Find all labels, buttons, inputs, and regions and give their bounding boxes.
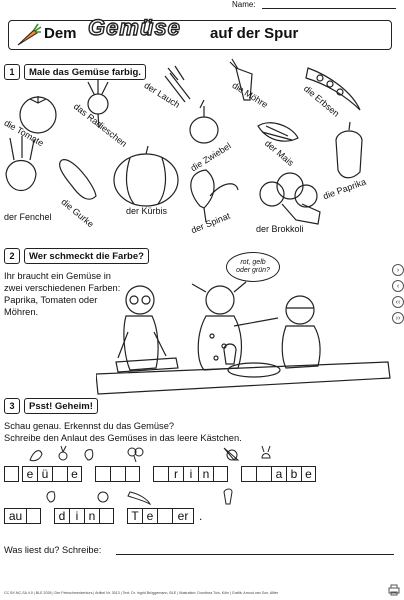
- label-spinat: der Spinat: [189, 210, 232, 236]
- blank-box[interactable]: [52, 466, 67, 482]
- carrot-logo-icon: [14, 22, 42, 48]
- pepper-hint-icon: [224, 489, 232, 504]
- spinach-icon: [191, 170, 238, 222]
- letter-box: au: [4, 508, 26, 524]
- hint-icons-row1: [0, 444, 404, 464]
- broccoli-icon: [260, 173, 320, 224]
- section3-number: 3: [4, 398, 20, 414]
- letter-box: ü: [37, 466, 52, 482]
- next-page-button[interactable]: ›: [392, 264, 404, 276]
- answer-prompt: Was liest du? Schreibe:: [4, 545, 102, 555]
- letter-box: r: [168, 466, 183, 482]
- fennel-icon: [6, 136, 36, 191]
- letter-box: e: [142, 508, 157, 524]
- section3-instruction: Psst! Geheim!: [24, 398, 98, 414]
- corn-icon: [258, 123, 298, 141]
- print-icon[interactable]: [388, 584, 400, 596]
- label-zwiebel: die Zwiebel: [188, 140, 233, 174]
- cucumber-icon: [60, 160, 96, 200]
- label-tomate: die Tomate: [2, 117, 46, 149]
- label-mais: der Mais: [262, 138, 296, 168]
- label-gurke: die Gurke: [59, 196, 96, 230]
- name-label: Name:: [232, 0, 256, 9]
- pepper-icon: [336, 122, 362, 178]
- blank-box[interactable]: [125, 466, 140, 482]
- spinach-hint-icon: [47, 492, 55, 502]
- letter-box: n: [84, 508, 99, 524]
- peas-hint-icon: [128, 492, 150, 504]
- letter-row-1: [4, 466, 316, 482]
- blank-box[interactable]: [157, 508, 172, 524]
- title-right: auf der Spur: [210, 25, 299, 42]
- pumpkin-icon: [114, 146, 178, 206]
- blank-box[interactable]: [153, 466, 168, 482]
- letter-box: er: [172, 508, 194, 524]
- corn-hint-icon: [30, 451, 42, 461]
- first-page-button[interactable]: ‹‹: [392, 296, 404, 308]
- blank-box[interactable]: [256, 466, 271, 482]
- letter-box: e: [67, 466, 82, 482]
- answer-line[interactable]: [116, 554, 394, 555]
- title-gemuese: Gemüse: [88, 15, 181, 40]
- letter-box: a: [271, 466, 286, 482]
- blank-box[interactable]: [95, 466, 110, 482]
- label-lauch: der Lauch: [142, 80, 182, 110]
- letter-box: n: [198, 466, 213, 482]
- blank-box[interactable]: [110, 466, 125, 482]
- hint-icons-row2: [0, 486, 404, 506]
- letter-box: e: [301, 466, 316, 482]
- label-erbsen: die Erbsen: [301, 83, 342, 119]
- blank-box[interactable]: [4, 466, 19, 482]
- section2-number: 2: [4, 248, 20, 264]
- speech-bubble: rot, gelb oder grün?: [226, 252, 280, 282]
- letter-box: i: [183, 466, 198, 482]
- vegetable-illustrations: [0, 56, 404, 246]
- section3-text: Schau genau. Erkennst du das Gemüse? Schreibe den Anlaut des Gemüses in das leere Kästchen.: [4, 421, 242, 443]
- label-kuerbis: der Kürbis: [126, 206, 168, 216]
- prev-page-button[interactable]: ‹: [392, 280, 404, 292]
- label-brokkoli: der Brokkoli: [256, 224, 304, 234]
- blank-box[interactable]: [241, 466, 256, 482]
- fennel-hint-icon: [262, 446, 270, 458]
- sentence-end-dot: .: [199, 509, 203, 523]
- label-fenchel: der Fenchel: [4, 212, 52, 222]
- section2-instruction: Wer schmeckt die Farbe?: [24, 248, 149, 264]
- letter-box: e: [22, 466, 37, 482]
- footer-credits: CC BY-NC-SA 4.0 | BLE 2026 | Der Feinschmeckerkurs | Artikel Nr. 3013 | Text: Dr. Ingrid Brüggemann, BLE | Illustration: Dorothea Tuis, Köln | Grafik: Arnout van Son, Alfter: [4, 591, 279, 595]
- tomato-hint-icon: [98, 492, 108, 502]
- spinach-hint-icon: [85, 450, 93, 460]
- blank-box[interactable]: [99, 508, 114, 524]
- label-radieschen: das Radieschen: [71, 101, 129, 149]
- section1-instruction: Male das Gemüse farbig.: [24, 64, 146, 80]
- letter-box: b: [286, 466, 301, 482]
- blank-box[interactable]: [26, 508, 41, 524]
- section1-number: 1: [4, 64, 20, 80]
- last-page-button[interactable]: ››: [392, 312, 404, 324]
- title-left: Dem: [44, 25, 77, 42]
- section2-text: Ihr braucht ein Gemüse in zwei verschiedenen Farben: Paprika, Tomaten oder Möhren.: [4, 271, 121, 317]
- letter-box: d: [54, 508, 69, 524]
- blank-box[interactable]: [213, 466, 228, 482]
- onion-icon: [190, 100, 218, 143]
- broccoli-hint-icon: [128, 448, 143, 462]
- radish-hint-icon: [59, 446, 67, 460]
- children-tasting-illustration: [96, 270, 392, 396]
- name-line[interactable]: [262, 8, 396, 9]
- label-moehre: die Möhre: [230, 80, 270, 110]
- letter-row-2: [4, 508, 202, 524]
- letter-box: T: [127, 508, 142, 524]
- label-paprika: die Paprika: [321, 176, 368, 202]
- letter-box: i: [69, 508, 84, 524]
